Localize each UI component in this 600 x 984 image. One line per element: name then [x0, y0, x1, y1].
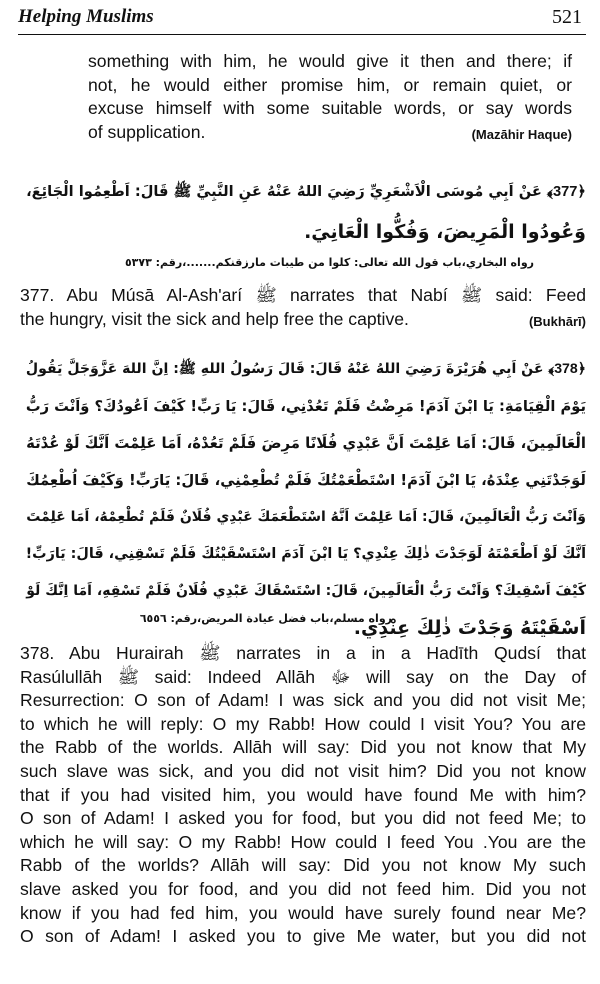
header-rule [18, 34, 586, 35]
text-line: excuse himself with some suitable words, or say words [88, 98, 572, 119]
text-line [20, 308, 586, 332]
arabic-line: وَاَنْتَ رَبُّ الْعَالَمِينَ، قَالَ: اَمَا عَلِمْتَ اَنَّهُ اسْتَطْعَمَكَ عَبْدِي فُلَانٌ فَلَمْ تُطْعِمْهُ، اَمَا عَلِمْتَ [26, 509, 586, 525]
text-line-content: the hungry, visit the sick and help free the captive. [20, 308, 409, 329]
arabic-line: الْعَالَمِينَ، قَالَ: اَمَا عَلِمْتَ اَنَّ عَبْدِي فُلَانًا مَرِضَ فَلَمْ تَعُدْهُ، اَمَا عَلِمْتَ اَنَّكَ لَوْ عُدْتَهُ [26, 434, 586, 452]
text-line-content: of supplication. [88, 121, 206, 142]
arabic-line: اَنَّكَ لَوْ اَطْعَمْتَهُ لَوَجَدْتَ ذٰلِكَ عِنْدِي؟ يَا ابْنَ آدَمَ اسْتَسْقَيْتُكَ فَلَمْ تَسْقِنِي، قَالَ: يَارَبِّ! [25, 546, 586, 562]
text-line: O son of Adam! I asked you to give Me water, but you did not [20, 926, 586, 947]
source-citation: (Mazāhir Haque) [471, 126, 572, 142]
source-citation: (Bukhārī) [528, 313, 586, 329]
arabic-line [20, 350, 586, 388]
text-line: something with him, he would give it then and there; if [88, 51, 572, 71]
hadith-377-translation [20, 284, 586, 331]
text-line: Rasúlullāh ﷺ said: Indeed Allāh ﷻ will say on the Day of [20, 666, 586, 687]
text-line: O son of Adam! I asked you for food, but you did not feed Me; to [20, 808, 586, 829]
hadith-378-reference: رواه مسلم،باب فضل عيادة المريض،رقم: ٦٥٥٦ [139, 612, 392, 625]
arabic-line: لَوَجَدْتَنِي عِنْدَهُ، يَا ابْنَ آدَمَ! اسْتَطْعَمْتُكَ فَلَمْ تُطْعِمْنِي، قَالَ: يَارَبِّ! وَكَيْفَ اُطْعِمُكَ [26, 472, 586, 489]
arabic-text: عَنْ اَبِي هُرَيْرَةَ رَضِيَ اللهُ عَنْهُ قَالَ: قَالَ رَسُولُ اللهِ ﷺ: اِنَّ اللهَ عَزَّوَجَلَّ يَقُولُ [25, 361, 544, 377]
hadith-378-translation [20, 642, 586, 949]
hadith-bracket-close: ﴾ [548, 361, 555, 377]
hadith-bracket-open: ﴿ [577, 361, 586, 377]
arabic-text: عَنْ اَبِي مُوسَى الْاَشْعَرِيِّ رَضِيَ اللهُ عَنْهُ عَنِ النَّبِيِّ ﷺ قَالَ: اَطْعِمُوا الْجَائِعَ، [26, 183, 542, 200]
text-line: that if you had visited him, you would have found Me with him? [20, 784, 586, 805]
text-line: such slave was sick, and you did not visit him? Did you not know [20, 760, 586, 781]
text-line: 377. Abu Músā Al-Ash'arí ﷺ narrates that Nabí ﷺ said: Feed [20, 285, 587, 305]
text-line: 378. Abu Hurairah ﷺ narrates in a in a Hadīth Qudsí that [20, 643, 586, 663]
continued-paragraph [56, 50, 572, 144]
arabic-line [20, 172, 586, 212]
chapter-title: Helping Muslims [18, 6, 154, 27]
text-line: slave asked you for food, and you did not feed him. Did you not [20, 878, 586, 899]
text-line: Rabb of the worlds? Allāh will say: Did you not know My such [20, 855, 586, 876]
hadith-number: 377 [553, 184, 578, 200]
hadith-377-arabic [20, 172, 586, 252]
text-line: know if you had fed him, you would have surely found near Me? [20, 902, 586, 923]
arabic-line: وَعُودُوا الْمَرِيضَ، وَفُكُّوا الْعَانِيَ. [304, 221, 586, 243]
text-line: the Rabb of the worlds. Allāh will say: Did you not know that My [20, 737, 586, 758]
arabic-line: يَوْمَ الْقِيَامَةِ: يَا ابْنَ آدَمَ! مَرِضْتُ فَلَمْ تَعُدْنِي، قَالَ: يَا رَبِّ! كَيْفَ اَعُودُكَ؟ وَاَنْتَ رَبُّ [25, 398, 586, 415]
hadith-bracket-open: ﴿ [577, 183, 586, 200]
text-line: Resurrection: O son of Adam! I was sick and you did not visit Me; [20, 690, 586, 711]
text-line [88, 121, 572, 145]
running-head [18, 4, 582, 30]
hadith-377-reference: رواه البخاري،باب قول الله تعالى: كلوا من طيبات مارزقنكم.......،رقم: ٥٣٧٣ [124, 256, 534, 269]
page-number: 521 [552, 6, 582, 28]
arabic-text: اَسْقَيْتَهُ وَجَدْتَ ذٰلِكَ عِنْدِي. [353, 617, 586, 639]
arabic-line: كَيْفَ اَسْقِيكَ؟ وَاَنْتَ رَبُّ الْعَالَمِينَ، قَالَ: اسْتَسْقَاكَ عَبْدِي فُلَانٌ فَلَمْ تَسْقِهِ، اَمَا اِنَّكَ لَوْ [26, 583, 586, 599]
text-line: which he will say: O my Rabb! How could I feed You .You are the [20, 831, 586, 852]
text-line: to which he will reply: O my Rabb! How could I visit You? You are [20, 713, 586, 734]
hadith-378-arabic [20, 350, 586, 647]
text-line: not, he would either promise him, or remain quiet, or [88, 74, 572, 95]
hadith-bracket-close: ﴾ [547, 183, 554, 200]
hadith-number: 378 [554, 360, 578, 376]
